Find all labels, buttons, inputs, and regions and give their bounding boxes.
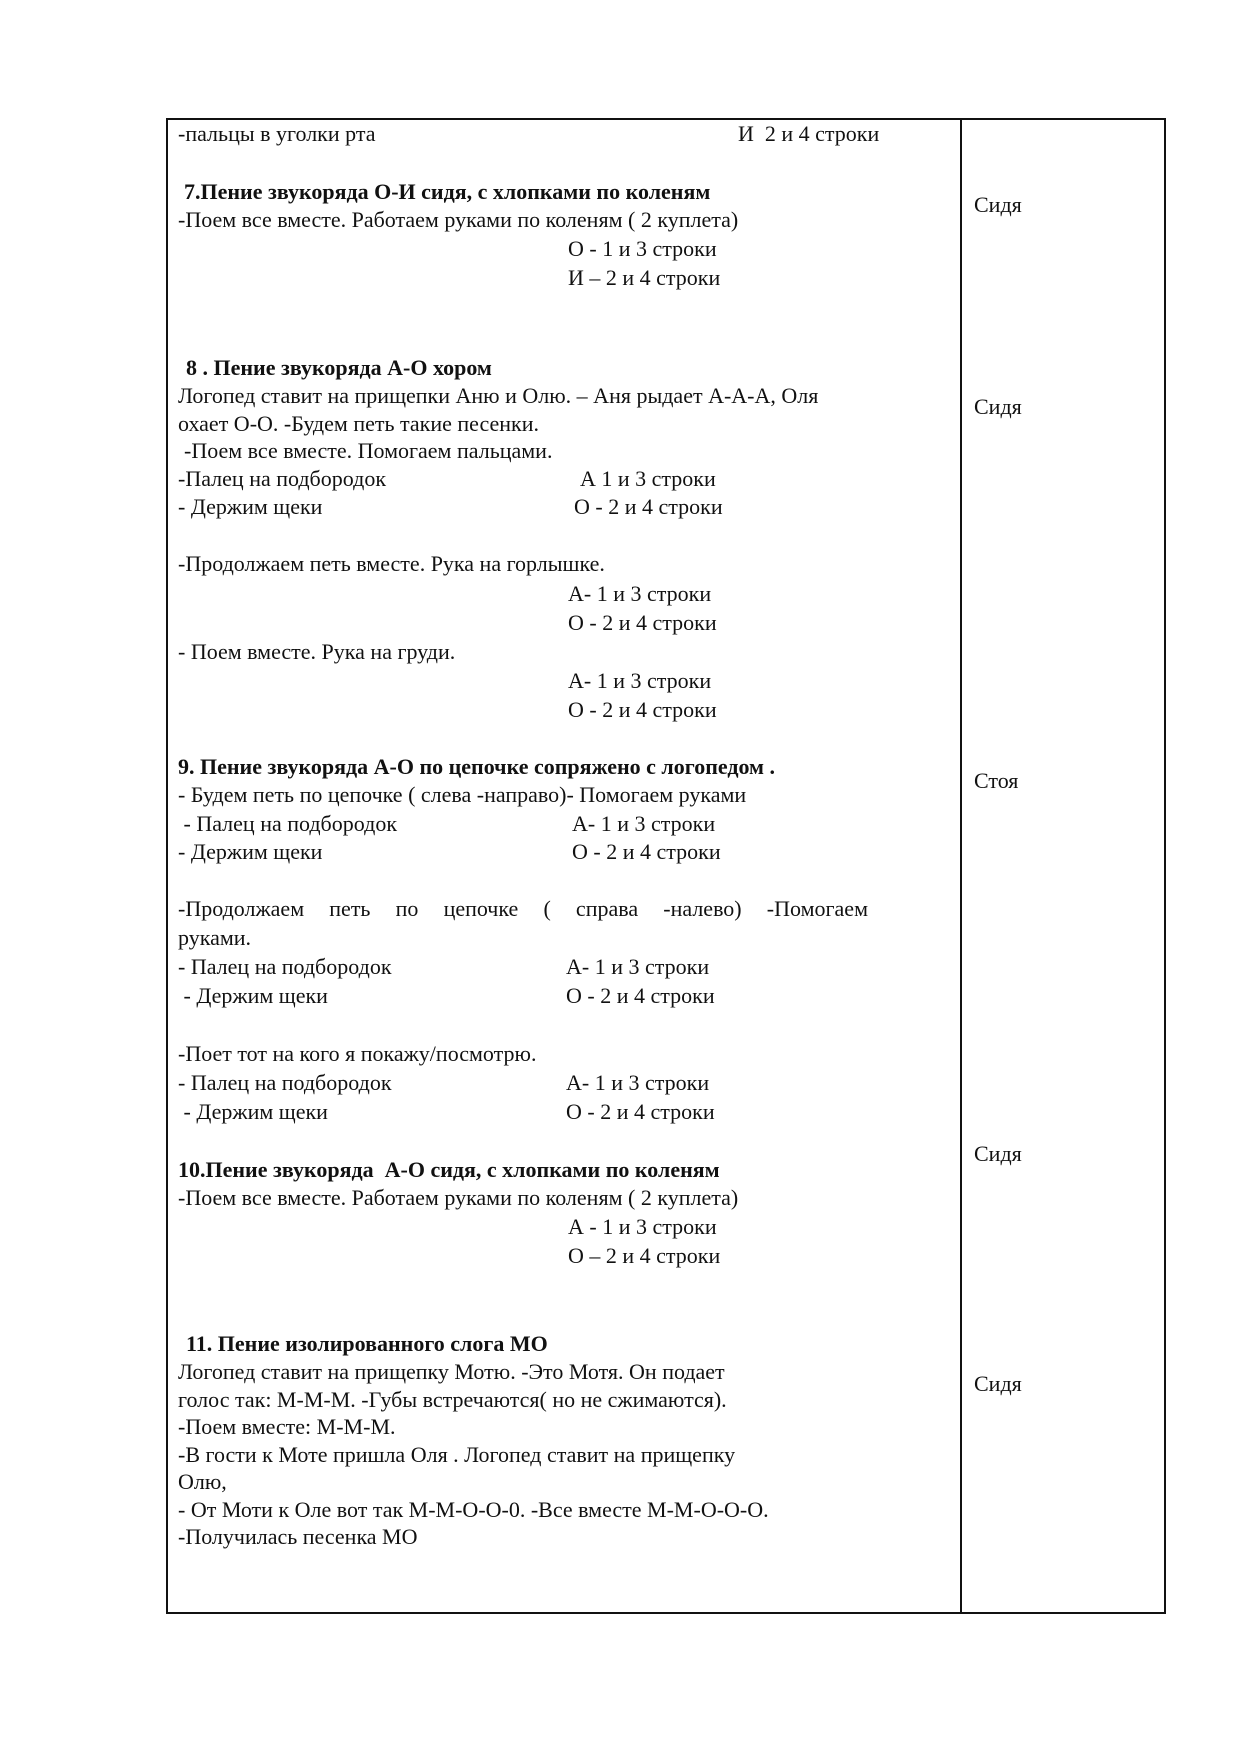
section9-text2a: -Продолжаем петь по цепочке ( справа -налево) -Помогаем bbox=[178, 896, 868, 921]
section10-title: 10.Пение звукоряда А-О сидя, с хлопками по коленям bbox=[178, 1157, 720, 1182]
section9-g2-left2: - Держим щеки bbox=[178, 983, 328, 1008]
section9-g3-left2: - Держим щеки bbox=[178, 1099, 328, 1124]
section8-position: Сидя bbox=[974, 394, 1022, 419]
section9-g1-right1: А- 1 и 3 строки bbox=[572, 811, 716, 836]
section7-position: Сидя bbox=[974, 192, 1022, 217]
top-left-text: -пальцы в уголки рта bbox=[178, 121, 376, 146]
section8-title: 8 . Пение звукоряда А-О хором bbox=[186, 355, 492, 380]
section8-g1-left1: -Палец на подбородок bbox=[178, 466, 387, 491]
section11-text7: -Получилась песенка МО bbox=[178, 1524, 418, 1549]
section8-g3-line1: А- 1 и 3 строки bbox=[568, 668, 712, 693]
section11-title: 11. Пение изолированного слога МО bbox=[186, 1331, 548, 1356]
section8-g1-right1: А 1 и 3 строки bbox=[580, 466, 716, 491]
section9-g1-left2: - Держим щеки bbox=[178, 839, 323, 864]
section9-g1-right2: О - 2 и 4 строки bbox=[572, 839, 721, 864]
section11-text5: Олю, bbox=[178, 1469, 227, 1494]
section11-position: Сидя bbox=[974, 1371, 1022, 1396]
section9-g2-right1: А- 1 и 3 строки bbox=[566, 954, 710, 979]
section9-g2-right2: О - 2 и 4 строки bbox=[566, 983, 715, 1008]
section10-position: Сидя bbox=[974, 1141, 1022, 1166]
section8-text3: -Поем все вместе. Помогаем пальцами. bbox=[184, 438, 553, 463]
section9-text3: -Поет тот на кого я покажу/посмотрю. bbox=[178, 1041, 537, 1066]
section11-text1: Логопед ставит на прищепку Мотю. -Это Мотя. Он подает bbox=[178, 1359, 725, 1384]
section10-line1: А - 1 и 3 строки bbox=[568, 1214, 717, 1239]
section9-text2b: руками. bbox=[178, 925, 252, 950]
section7-intro: -Поем все вместе. Работаем руками по коленям ( 2 куплета) bbox=[178, 207, 739, 232]
section7-line1: О - 1 и 3 строки bbox=[568, 236, 717, 261]
section8-g1-right2: О - 2 и 4 строки bbox=[574, 494, 723, 519]
section7-title: 7.Пение звукоряда О-И сидя, с хлопками по коленям bbox=[184, 179, 711, 204]
section9-g1-left1: - Палец на подбородок bbox=[178, 811, 398, 836]
section8-text4: -Продолжаем петь вместе. Рука на горлышке. bbox=[178, 551, 605, 576]
section8-g1-left2: - Держим щеки bbox=[178, 494, 323, 519]
top-right-text: И 2 и 4 строки bbox=[738, 121, 880, 146]
column-divider bbox=[960, 118, 962, 1614]
section8-text1: Логопед ставит на прищепки Аню и Олю. – Аня рыдает А-А-А, Оля bbox=[178, 383, 819, 408]
section10-line2: О – 2 и 4 строки bbox=[568, 1243, 721, 1268]
section9-text1: - Будем петь по цепочке ( слева -направо)- Помогаем руками bbox=[178, 782, 747, 807]
section8-text5: - Поем вместе. Рука на груди. bbox=[178, 639, 456, 664]
section8-g3-line2: О - 2 и 4 строки bbox=[568, 697, 717, 722]
section11-text4: -В гости к Моте пришла Оля . Логопед ставит на прищепку bbox=[178, 1442, 736, 1467]
section9-position: Стоя bbox=[974, 768, 1019, 793]
section9-g3-left1: - Палец на подбородок bbox=[178, 1070, 392, 1095]
section10-intro: -Поем все вместе. Работаем руками по коленям ( 2 куплета) bbox=[178, 1185, 739, 1210]
section11-text3: -Поем вместе: М-М-М. bbox=[178, 1414, 396, 1439]
section11-text2: голос так: М-М-М. -Губы встречаются( но не сжимаются). bbox=[178, 1387, 727, 1412]
section8-g2-line2: О - 2 и 4 строки bbox=[568, 610, 717, 635]
section11-text6: - От Моти к Оле вот так М-М-О-О-0. -Все вместе М-М-О-О-О. bbox=[178, 1497, 769, 1522]
section9-g2-left1: - Палец на подбородок bbox=[178, 954, 392, 979]
section9-title: 9. Пение звукоряда А-О по цепочке сопряжено с логопедом . bbox=[178, 754, 776, 779]
section9-g3-right2: О - 2 и 4 строки bbox=[566, 1099, 715, 1124]
section7-line2: И – 2 и 4 строки bbox=[568, 265, 721, 290]
section9-g3-right1: А- 1 и 3 строки bbox=[566, 1070, 710, 1095]
section8-text2: охает О-О. -Будем петь такие песенки. bbox=[178, 411, 539, 436]
section8-g2-line1: А- 1 и 3 строки bbox=[568, 581, 712, 606]
